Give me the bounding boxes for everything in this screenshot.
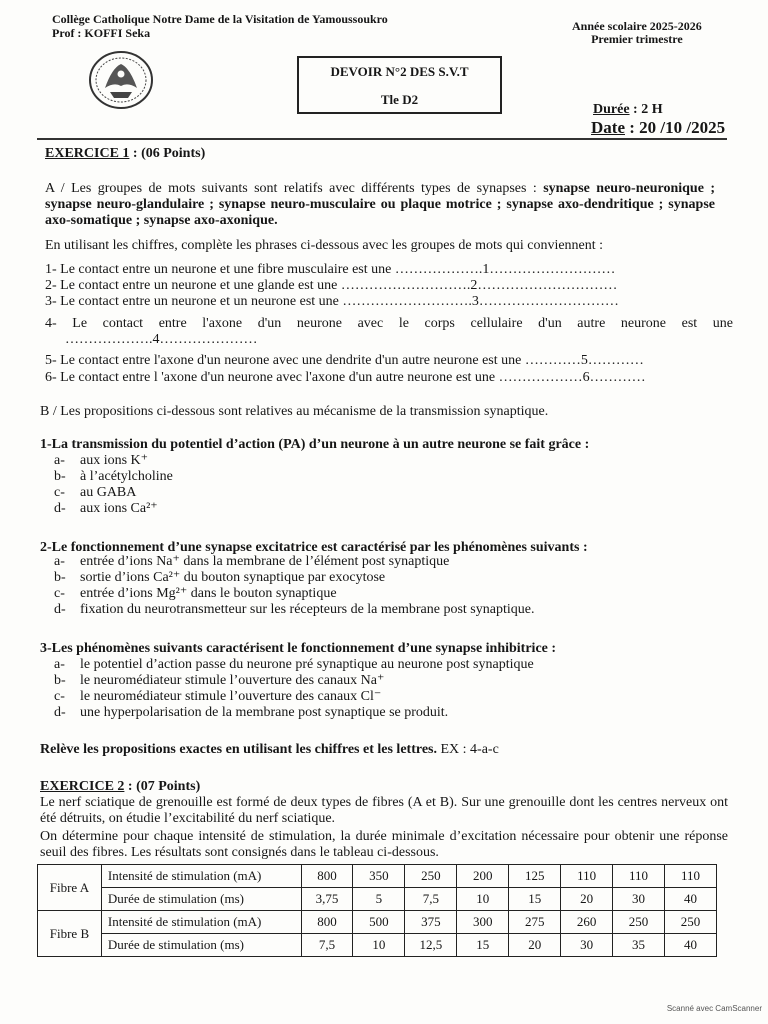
table-cell: 250 (613, 911, 665, 934)
answer-instruction (40, 742, 499, 758)
option-letter: b- (54, 469, 66, 484)
table-cell: 7,5 (405, 888, 457, 911)
table-cell: 10 (353, 934, 405, 957)
option-text: le potentiel d’action passe du neurone pré synaptique au neurone post synaptique (80, 657, 534, 672)
scanner-watermark: Scanné avec CamScanner (666, 1004, 762, 1013)
duration-value: : 2 H (629, 102, 663, 117)
option (54, 602, 534, 618)
fill-item-5: 5- Le contact entre l'axone d'un neurone avec une dendrite d'un autre neurone est une …………5………… (45, 353, 644, 368)
option (54, 689, 534, 705)
class-name: Tle D2 (380, 92, 419, 107)
intensity-label: Intensité de stimulation (mA) (101, 865, 301, 888)
table-cell: 200 (457, 865, 509, 888)
school-name: Collège Catholique Notre Dame de la Visitation de Yamoussoukro (52, 12, 388, 26)
fill-item-1: 1- Le contact entre un neurone et une fibre musculaire est une ……………….1……………………… (45, 262, 616, 277)
option (54, 485, 173, 501)
table-cell: 12,5 (405, 934, 457, 957)
option (54, 570, 534, 586)
table-cell: 40 (665, 888, 717, 911)
answer-instruction-text: Relève les propositions exactes en utilisant les chiffres et les lettres. (40, 742, 437, 757)
option-text: à l’acétylcholine (80, 469, 173, 484)
option-letter: a- (54, 657, 65, 672)
question-2-options (54, 554, 534, 618)
table-cell: 5 (353, 888, 405, 911)
option (54, 469, 173, 485)
table-cell: 110 (613, 865, 665, 888)
option-letter: a- (54, 453, 65, 468)
table-cell: 275 (509, 911, 561, 934)
fill-item-4: 4- Le contact entre l'axone d'un neurone avec le corps cellulaire d'un autre neurone est une (45, 316, 733, 331)
fill-item-3: 3- Le contact entre un neurone et un neurone est une ……………………….3………………………… (45, 294, 619, 309)
table-cell: 350 (353, 865, 405, 888)
table-cell: 30 (613, 888, 665, 911)
table-cell: 800 (301, 911, 353, 934)
exam-title-box (297, 56, 502, 114)
table-cell: 375 (405, 911, 457, 934)
option-text: entrée d’ions Na⁺ dans la membrane de l’élément post synaptique (80, 554, 450, 569)
school-year-block (572, 20, 702, 46)
fiber-a-label: Fibre A (38, 865, 102, 911)
option-letter: c- (54, 586, 65, 601)
table-cell: 500 (353, 911, 405, 934)
school-seal-logo (88, 50, 154, 110)
results-table (37, 864, 717, 957)
table-row (38, 934, 717, 957)
school-header (52, 12, 388, 40)
table-cell: 15 (509, 888, 561, 911)
option (54, 657, 534, 673)
table-cell: 250 (405, 865, 457, 888)
exercise-1-heading: EXERCICE 1 (45, 146, 130, 161)
date-value: : 20 /10 /2025 (624, 118, 726, 137)
fiber-b-label: Fibre B (38, 911, 102, 957)
option-letter: d- (54, 705, 66, 720)
question-3-options (54, 657, 534, 721)
question-3-title: 3-Les phénomènes suivants caractérisent le fonctionnement d’une synapse inhibitrice : (40, 641, 557, 656)
duration-label: Durée de stimulation (ms) (101, 934, 301, 957)
exercise-1-points: : (06 Points) (129, 146, 206, 161)
table-cell: 7,5 (301, 934, 353, 957)
exercise-2-heading: EXERCICE 2 (40, 779, 125, 794)
part-a-instruction: En utilisant les chiffres, complète les phrases ci-dessous avec les groupes de mots qui conviennent : (45, 238, 604, 253)
duration-label: Durée (593, 102, 630, 117)
option-text: entrée d’ions Mg²⁺ dans le bouton synaptique (80, 586, 337, 601)
duration (593, 102, 663, 118)
exercise-2-points: : (07 Points) (124, 779, 201, 794)
table-cell: 10 (457, 888, 509, 911)
option-letter: c- (54, 485, 65, 500)
table-cell: 40 (665, 934, 717, 957)
table-cell: 20 (509, 934, 561, 957)
table-cell: 800 (301, 865, 353, 888)
table-row (38, 865, 717, 888)
option (54, 705, 534, 721)
option-letter: d- (54, 501, 66, 516)
option-text: aux ions Ca²⁺ (80, 501, 158, 516)
fill-item-2: 2- Le contact entre un neurone et une glande est une ……………………….2………………………… (45, 278, 618, 293)
school-year: Année scolaire 2025-2026 (572, 19, 702, 33)
table-cell: 110 (561, 865, 613, 888)
option (54, 673, 534, 689)
fill-item-4-blank: ……………….4………………… (65, 332, 258, 347)
exam-date (591, 118, 725, 138)
question-1-options (54, 453, 173, 517)
question-2-title: 2-Le fonctionnement d’une synapse excitatrice est caractérisé par les phénomènes suivants : (40, 540, 588, 555)
table-row (38, 911, 717, 934)
table-cell: 110 (665, 865, 717, 888)
option-letter: a- (54, 554, 65, 569)
intensity-label: Intensité de stimulation (mA) (101, 911, 301, 934)
exercise-1-title (45, 146, 205, 162)
table-cell: 35 (613, 934, 665, 957)
exercise-2-title (40, 779, 200, 795)
part-b-intro: B / Les propositions ci-dessous sont relatives au mécanisme de la transmission synaptique. (40, 404, 549, 419)
table-cell: 250 (665, 911, 717, 934)
fill-item-6: 6- Le contact entre l 'axone d'un neurone avec l'axone d'un autre neurone est une ………………6………… (45, 370, 646, 385)
option-text: sortie d’ions Ca²⁺ du bouton synaptique par exocytose (80, 570, 386, 585)
answer-example: EX : 4-a-c (436, 742, 499, 757)
option-letter: b- (54, 673, 66, 688)
exercise-2-paragraph-1: Le nerf sciatique de grenouille est formé de deux types de fibres (A et B). Sur une grenouille dont les centres nerveux ont été détruits, on étudie l’excitabilité du nerf sciatique. (40, 795, 728, 826)
table-row (38, 888, 717, 911)
header-divider (37, 138, 727, 140)
option-text: aux ions K⁺ (80, 453, 149, 468)
option (54, 586, 534, 602)
exam-title: DEVOIR N°2 DES S.V.T (330, 64, 469, 79)
option-letter: c- (54, 689, 65, 704)
table-cell: 125 (509, 865, 561, 888)
teacher-name: Prof : KOFFI Seka (52, 26, 151, 40)
table-cell: 300 (457, 911, 509, 934)
option (54, 501, 173, 517)
table-cell: 20 (561, 888, 613, 911)
table-cell: 15 (457, 934, 509, 957)
option-letter: b- (54, 570, 66, 585)
option-text: le neuromédiateur stimule l’ouverture des canaux Cl⁻ (80, 689, 382, 704)
duration-label: Durée de stimulation (ms) (101, 888, 301, 911)
option-text: fixation du neurotransmetteur sur les récepteurs de la membrane post synaptique. (80, 602, 535, 617)
question-1-title: 1-La transmission du potentiel d’action (PA) d’un neurone à un autre neurone se fait grâce : (40, 437, 590, 452)
part-a-intro (45, 181, 715, 229)
option (54, 453, 173, 469)
option-text: une hyperpolarisation de la membrane post synaptique se produit. (80, 705, 449, 720)
table-cell: 30 (561, 934, 613, 957)
part-a-intro-text: A / Les groupes de mots suivants sont relatifs avec différents types de synapses : (45, 181, 544, 196)
table-cell: 260 (561, 911, 613, 934)
option-text: le neuromédiateur stimule l’ouverture des canaux Na⁺ (80, 673, 385, 688)
date-label: Date (591, 118, 625, 137)
option-text: au GABA (80, 485, 137, 500)
term: Premier trimestre (591, 32, 683, 46)
synapse-types-list: synapse neuro-neuronique ; synapse neuro-glandulaire ; synapse neuro-musculaire ou plaque motrice ; synapse axo-dendritique ; synapse axo-somatique ; synapse axo-axonique. (45, 181, 716, 228)
exercise-2-paragraph-2: On détermine pour chaque intensité de stimulation, la durée minimale d’excitation nécessaire pour obtenir une réponse seuil des fibres. Les résultats sont consignés dans le tableau ci-dessous. (40, 829, 728, 860)
option-letter: d- (54, 602, 66, 617)
table-cell: 3,75 (301, 888, 353, 911)
option (54, 554, 534, 570)
